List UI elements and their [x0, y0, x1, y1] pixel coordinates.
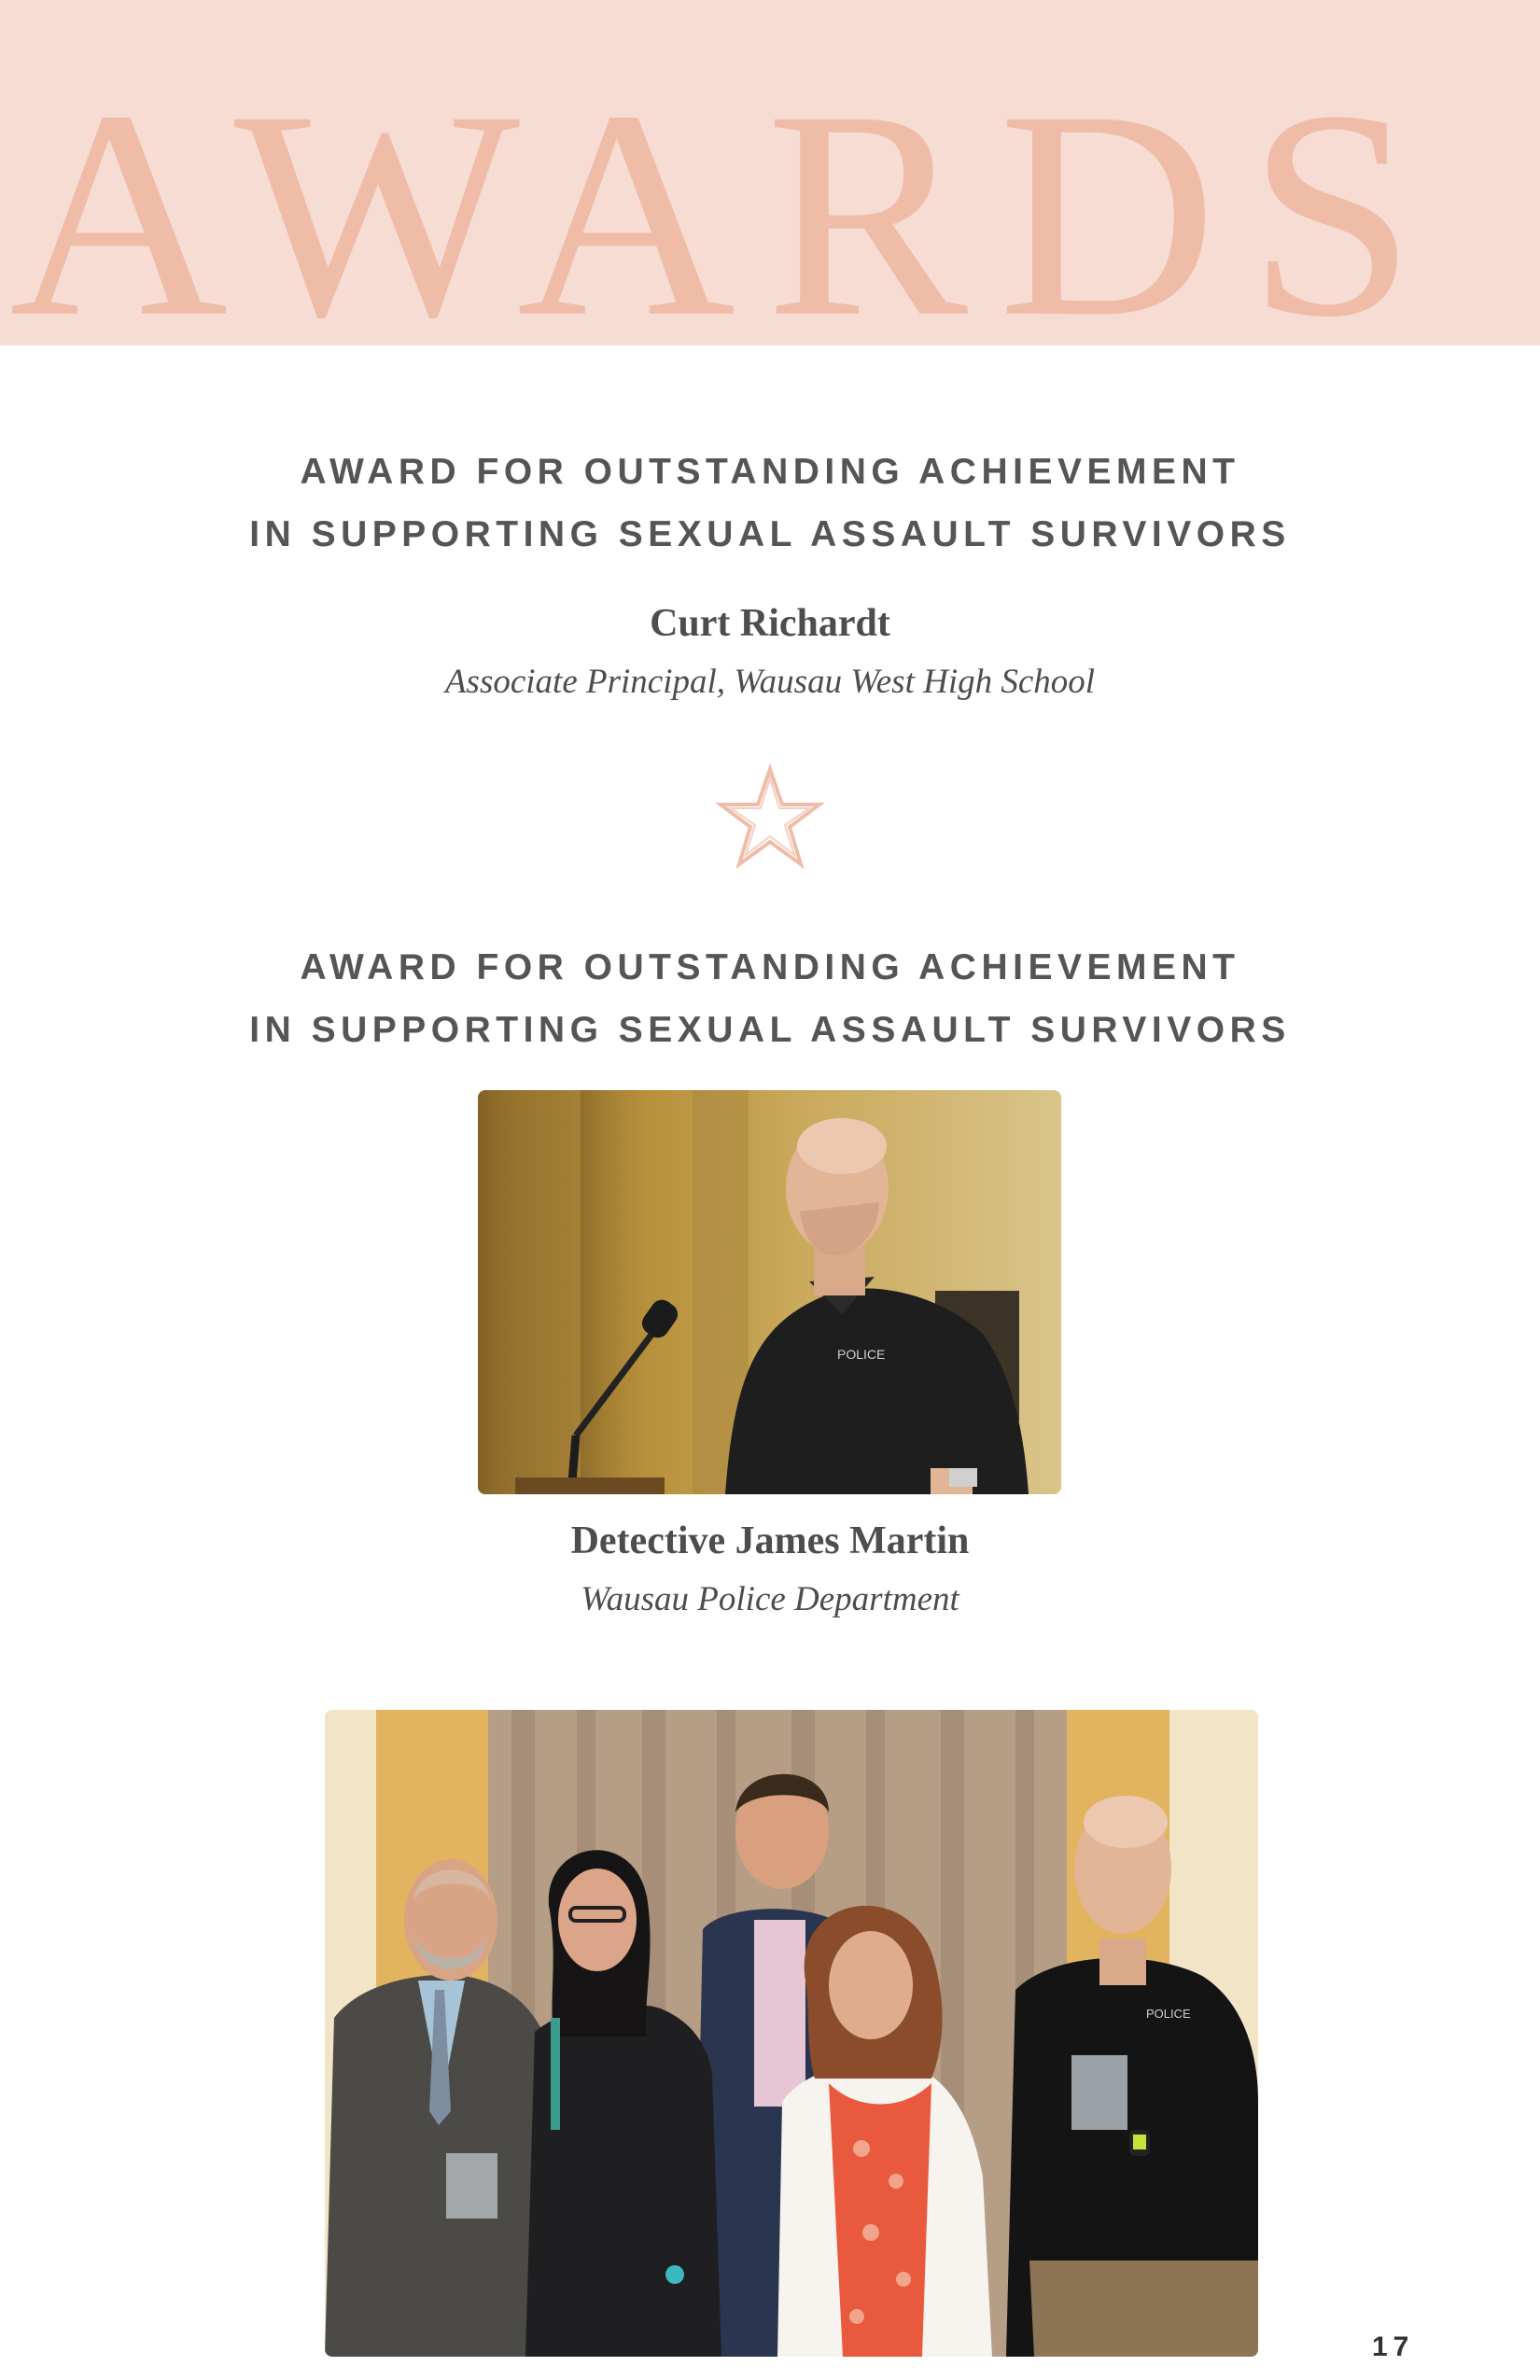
- speaker-at-podium-photo: [478, 1090, 1061, 1494]
- award-2-heading-line-2: IN SUPPORTING SEXUAL ASSAULT SURVIVORS: [249, 1010, 1291, 1050]
- award-1-recipient-title: Associate Principal, Wausau West High School: [444, 663, 1096, 701]
- svg-text:POLICE: POLICE: [1146, 2007, 1191, 2021]
- award-1-recipient-name: Curt Richardt: [650, 602, 890, 645]
- award-2-recipient-title: Wausau Police Department: [581, 1580, 959, 1618]
- svg-text:POLICE: POLICE: [837, 1347, 886, 1362]
- awards-banner: [0, 0, 1540, 345]
- award-2-recipient-name: Detective James Martin: [570, 1519, 970, 1562]
- award-1-heading: [0, 441, 1540, 566]
- award-2-heading-line-1: AWARD FOR OUTSTANDING ACHIEVEMENT: [300, 947, 1240, 987]
- star-outline-icon: [714, 763, 826, 874]
- award-1-heading-line-2: IN SUPPORTING SEXUAL ASSAULT SURVIVORS: [249, 514, 1291, 554]
- banner-title: AWARDS: [9, 49, 1447, 345]
- group-award-photo: [325, 1710, 1258, 2357]
- page-number: 17: [1372, 2331, 1415, 2362]
- award-2-heading: [0, 936, 1540, 1061]
- award-1-heading-line-1: AWARD FOR OUTSTANDING ACHIEVEMENT: [300, 452, 1240, 492]
